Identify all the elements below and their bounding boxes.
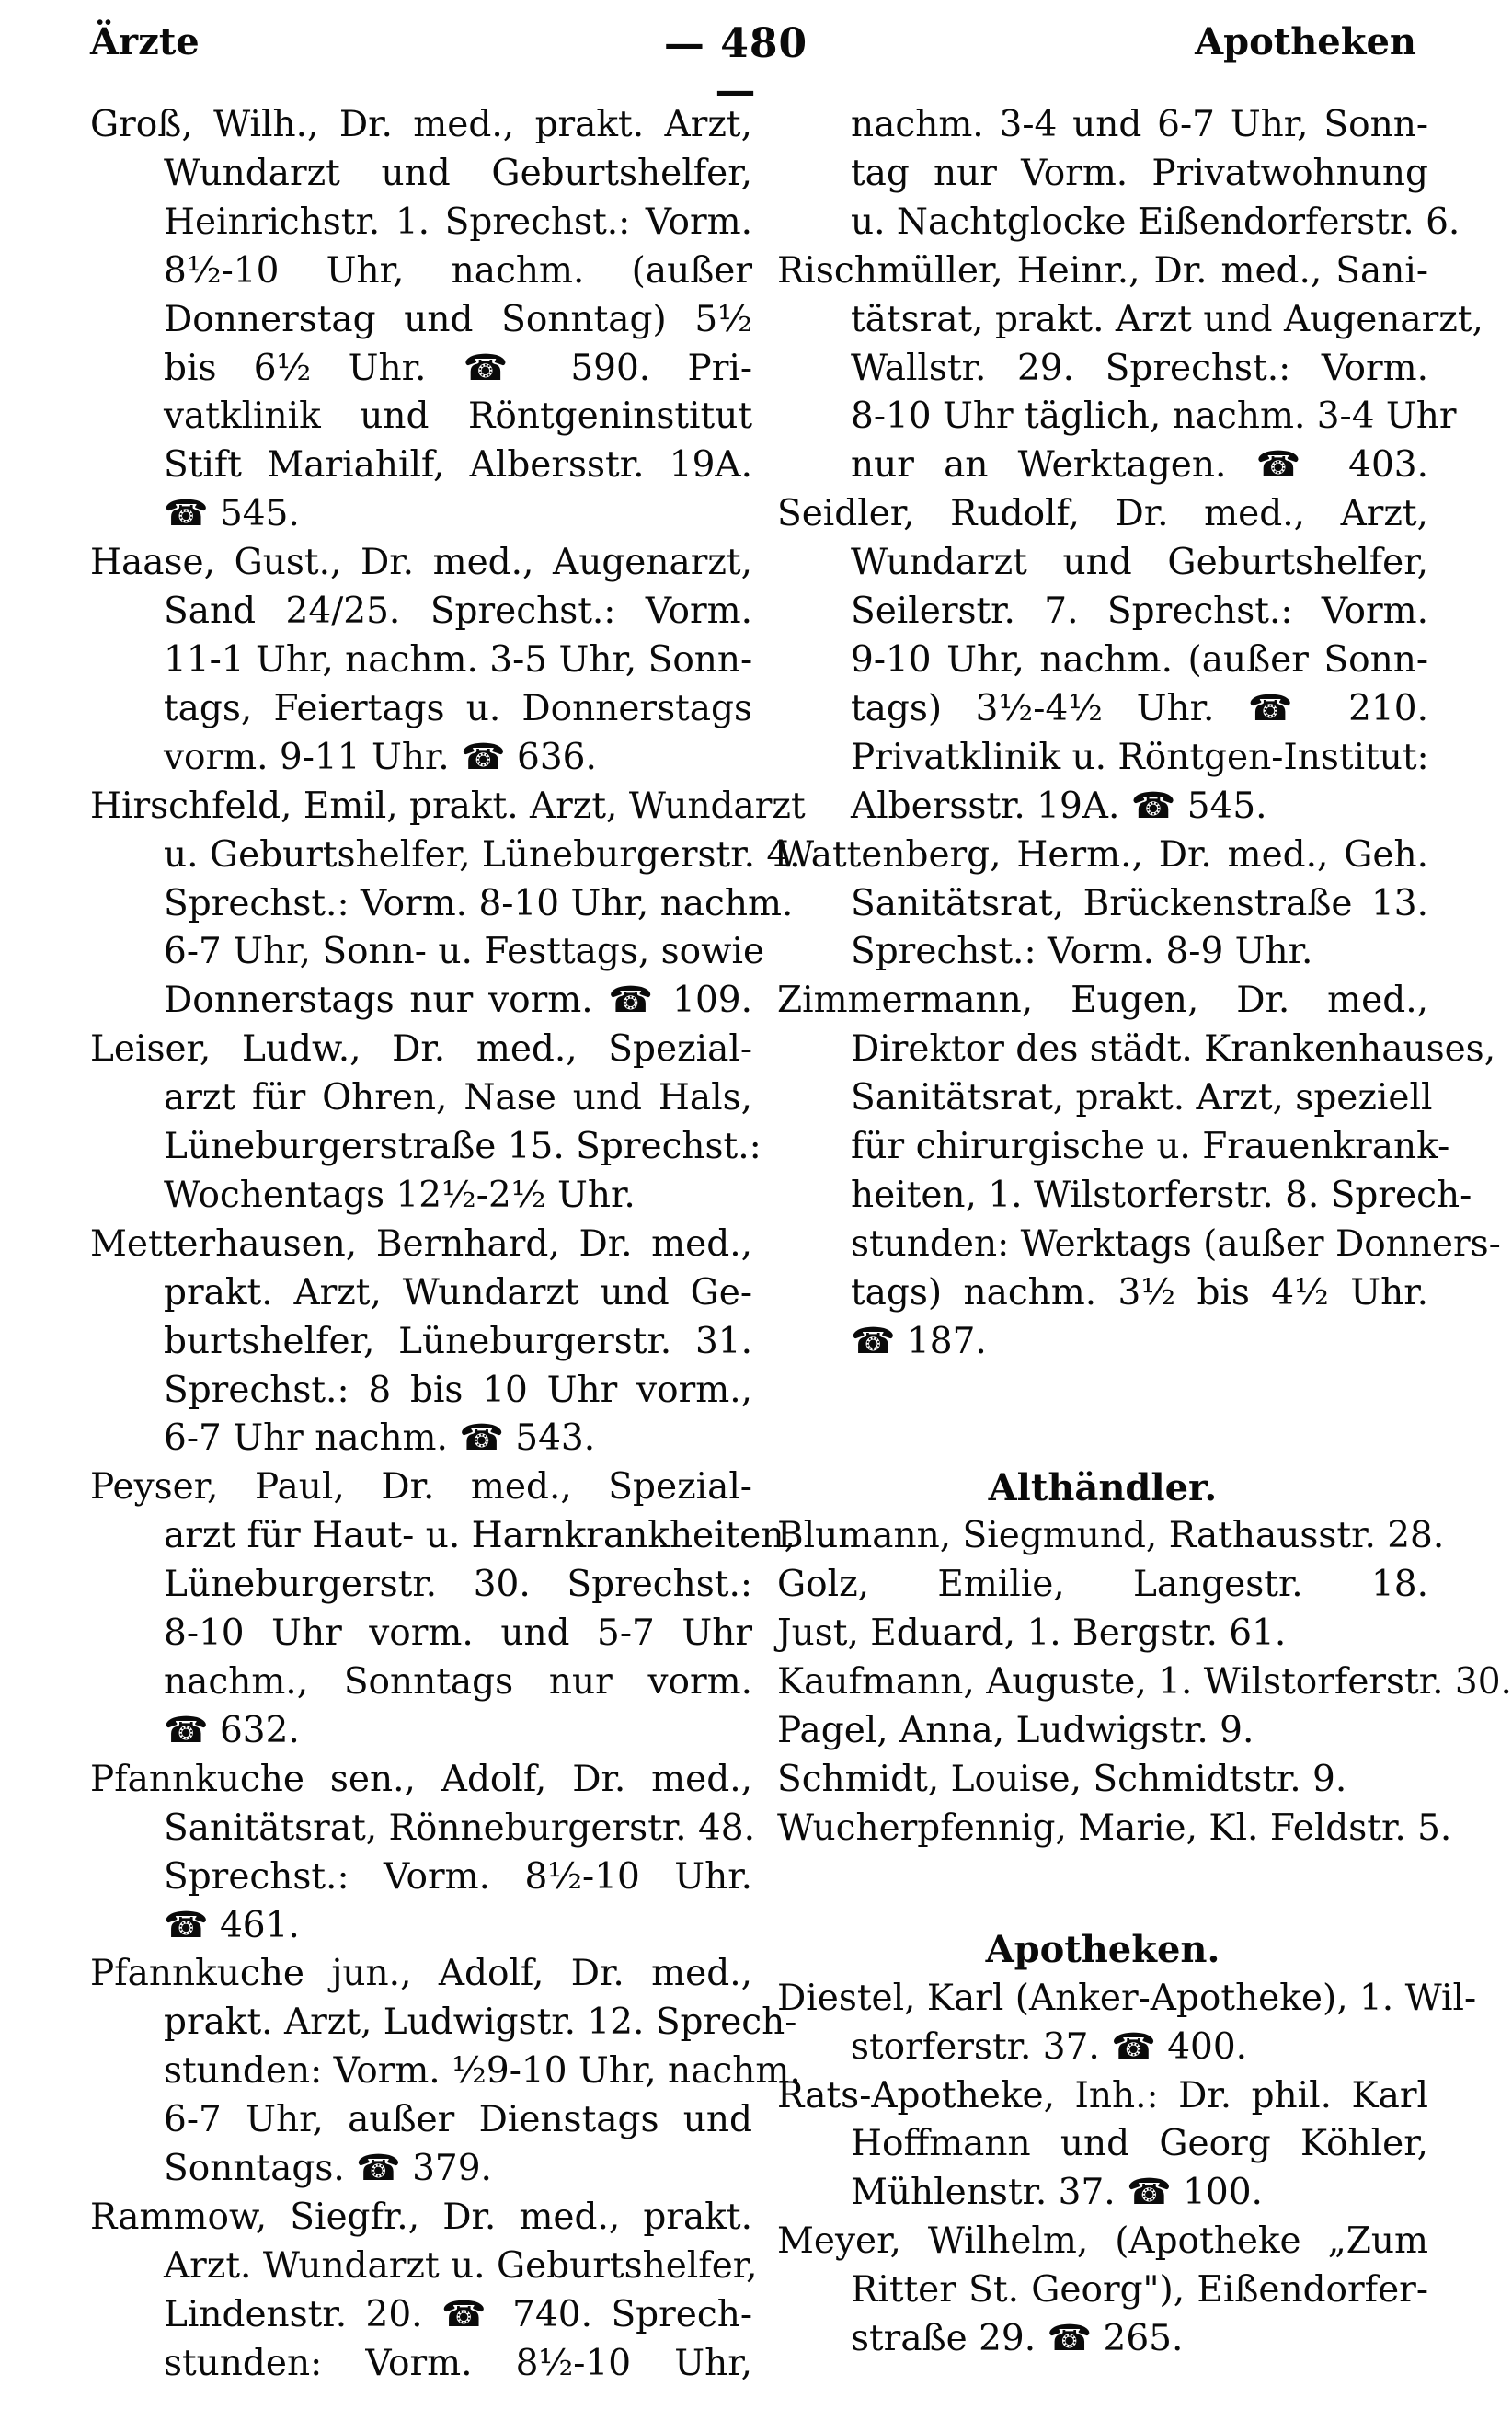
entry-line: Groß, Wilh., Dr. med., prakt. Arzt, xyxy=(90,104,752,145)
entry-line: nachm. 3-4 und 6-7 Uhr, Sonn- xyxy=(851,104,1428,145)
entry-line: ☎ 545. xyxy=(164,493,300,535)
entry-line: Sanitätsrat, Rönneburgerstr. 48. xyxy=(164,1807,755,1849)
entry-line: Wallstr. 29. Sprechst.: Vorm. xyxy=(851,347,1428,389)
entry-line: Sprechst.: 8 bis 10 Uhr vorm., xyxy=(164,1369,752,1411)
section-apotheken xyxy=(777,1926,1477,2364)
entry-line: 9-10 Uhr, nachm. (außer Sonn- xyxy=(851,638,1428,681)
entry-line: tags) 3½-4½ Uhr. ☎ 210. xyxy=(851,687,1428,729)
entry-line: Donnerstags nur vorm. ☎ 109. xyxy=(164,980,752,1022)
entry-line: nachm., Sonntags nur vorm. xyxy=(164,1661,752,1703)
list-item: Golz, Emilie, Langestr. 18. xyxy=(777,1564,1428,1606)
section-althaendler xyxy=(777,1464,1512,1853)
entry-line: Albersstr. 19A. ☎ 545. xyxy=(851,785,1267,827)
entry-line: Stift Mariahilf, Albersstr. 19A. xyxy=(164,444,752,487)
entry-line: Wundarzt und Geburtshelfer, xyxy=(851,542,1428,584)
entry-line: Hoffmann und Georg Köhler, xyxy=(851,2123,1428,2165)
entry-line: 6-7 Uhr nachm. ☎ 543. xyxy=(164,1417,596,1460)
entry-line: prakt. Arzt, Wundarzt und Ge- xyxy=(164,1271,752,1313)
entry-line: Mühlenstr. 37. ☎ 100. xyxy=(851,2172,1263,2214)
entry-line: u. Geburtshelfer, Lüneburgerstr. 4. xyxy=(164,833,801,876)
entry-line: ☎ 187. xyxy=(851,1320,987,1362)
list-item: Wucherpfennig, Marie, Kl. Feldstr. 5. xyxy=(777,1807,1452,1849)
entry-line: Seilerstr. 7. Sprechst.: Vorm. xyxy=(851,591,1428,633)
entry-hirschfeld xyxy=(90,783,806,1027)
entry-line: ☎ 632. xyxy=(164,1709,300,1751)
entry-line: vatklinik und Röntgeninstitut xyxy=(164,396,752,438)
entry-wattenberg xyxy=(777,832,1428,978)
entry-line: heiten, 1. Wilstorferstr. 8. Sprech- xyxy=(851,1174,1472,1216)
entry-line: Wochentags 12½-2½ Uhr. xyxy=(164,1174,636,1216)
entry-line: Wattenberg, Herm., Dr. med., Geh. xyxy=(777,833,1428,876)
entry-line: tätsrat, prakt. Arzt und Augenarzt, xyxy=(851,298,1483,340)
entry-line: Sprechst.: Vorm. 8½-10 Uhr. xyxy=(164,1855,752,1898)
list-item: Pagel, Anna, Ludwigstr. 9. xyxy=(777,1710,1254,1752)
entry-line: Ritter St. Georg"), Eißendorfer- xyxy=(851,2269,1428,2311)
entry-line: Zimmermann, Eugen, Dr. med., xyxy=(777,980,1428,1022)
entry-line: Direktor des städt. Krankenhauses, xyxy=(851,1028,1496,1071)
list-item: Blumann, Siegmund, Rathausstr. 28. xyxy=(777,1515,1445,1557)
entry-line: vorm. 9-11 Uhr. ☎ 636. xyxy=(164,736,597,778)
entry-rammow-continued xyxy=(777,101,1460,247)
section-title-apotheken: Apotheken. xyxy=(985,1927,1220,1971)
entry-line: 8½-10 Uhr, nachm. (außer xyxy=(164,249,752,292)
entry-line: Rischmüller, Heinr., Dr. med., Sani- xyxy=(777,249,1428,292)
entry-line: arzt für Haut- u. Harnkrankheiten, xyxy=(164,1515,796,1557)
list-item: Just, Eduard, 1. Bergstr. 61. xyxy=(777,1612,1287,1655)
entry-line: Wundarzt und Geburtshelfer, xyxy=(164,152,752,194)
entry-diestel xyxy=(777,1975,1477,2072)
entry-line: tag nur Vorm. Privatwohnung xyxy=(851,152,1428,194)
section-title-althaendler: Althändler. xyxy=(988,1465,1218,1509)
entry-line: ☎ 461. xyxy=(164,1904,300,1946)
entry-zimmermann xyxy=(777,977,1501,1366)
entry-rischmueller xyxy=(777,247,1483,491)
entry-line: 11-1 Uhr, nachm. 3-5 Uhr, Sonn- xyxy=(164,638,753,681)
entry-line: tags, Feiertags u. Donnerstags xyxy=(164,687,752,729)
entry-line: nur an Werktagen. ☎ 403. xyxy=(851,444,1428,487)
entry-line: Lüneburgerstraße 15. Sprechst.: xyxy=(164,1126,762,1168)
entry-line: stunden: Vorm. ½9-10 Uhr, nachm. xyxy=(164,2050,801,2093)
entry-line: straße 29. ☎ 265. xyxy=(851,2318,1184,2360)
entry-line: Privatklinik u. Röntgen-Institut: xyxy=(851,736,1429,778)
entry-line: prakt. Arzt, Ludwigstr. 12. Sprech- xyxy=(164,2002,797,2044)
entry-line: stunden: Werktags (außer Donners- xyxy=(851,1222,1501,1265)
entry-gross xyxy=(90,101,752,539)
list-item: Kaufmann, Auguste, 1. Wilstorferstr. 30. xyxy=(777,1661,1512,1704)
entry-line: Arzt. Wundarzt u. Geburtshelfer, xyxy=(164,2244,758,2287)
entry-line: 8-10 Uhr vorm. und 5-7 Uhr xyxy=(164,1612,752,1655)
entry-line: bis 6½ Uhr. ☎ 590. Pri- xyxy=(164,347,752,389)
entry-line: Haase, Gust., Dr. med., Augenarzt, xyxy=(90,542,752,584)
entry-haase xyxy=(90,539,752,783)
entry-line: Sonntags. ☎ 379. xyxy=(164,2148,492,2190)
entry-line: Pfannkuche sen., Adolf, Dr. med., xyxy=(90,1758,752,1800)
entry-line: 8-10 Uhr täglich, nachm. 3-4 Uhr xyxy=(851,396,1457,438)
list-item: Schmidt, Louise, Schmidtstr. 9. xyxy=(777,1759,1347,1800)
entry-pfannkuche-jun xyxy=(90,1950,801,2194)
entry-rammow xyxy=(90,2194,758,2389)
entry-line: storferstr. 37. ☎ 400. xyxy=(851,2025,1248,2068)
entry-line: Sand 24/25. Sprechst.: Vorm. xyxy=(164,591,752,633)
entry-line: Sanitätsrat, prakt. Arzt, speziell xyxy=(851,1077,1433,1119)
entry-pfannkuche-sen xyxy=(90,1756,755,1951)
entry-line: Meyer, Wilhelm, (Apotheke „Zum xyxy=(777,2220,1428,2263)
entry-line: Leiser, Ludw., Dr. med., Spezial- xyxy=(90,1028,752,1071)
entry-line: Sprechst.: Vorm. 8-10 Uhr, nachm. xyxy=(164,882,794,924)
entry-line: u. Nachtglocke Eißendorferstr. 6. xyxy=(851,201,1460,243)
entry-rats-apotheke xyxy=(777,2072,1428,2219)
running-header-right: Apotheken xyxy=(1195,20,1416,63)
entry-line: tags) nachm. 3½ bis 4½ Uhr. xyxy=(851,1271,1428,1313)
entry-seidler xyxy=(777,490,1428,831)
entry-line: Sprechst.: Vorm. 8-9 Uhr. xyxy=(851,931,1313,973)
running-header-left: Ärzte xyxy=(90,20,200,63)
entry-line: Lindenstr. 20. ☎ 740. Sprech- xyxy=(164,2293,752,2335)
entry-peyser xyxy=(90,1463,796,1755)
entry-line: Hirschfeld, Emil, prakt. Arzt, Wundarzt xyxy=(90,785,806,827)
entry-line: Pfannkuche jun., Adolf, Dr. med., xyxy=(90,1953,752,1995)
entry-line: Sanitätsrat, Brückenstraße 13. xyxy=(851,882,1428,924)
entry-line: Heinrichstr. 1. Sprechst.: Vorm. xyxy=(164,201,752,243)
entry-meyer xyxy=(777,2218,1428,2364)
right-column xyxy=(777,101,1512,2364)
entry-metterhausen xyxy=(90,1221,752,1464)
entry-line: 6-7 Uhr, außer Dienstags und xyxy=(164,2099,752,2141)
entry-line: Peyser, Paul, Dr. med., Spezial- xyxy=(90,1466,752,1508)
entry-line: Donnerstag und Sonntag) 5½ xyxy=(164,298,752,340)
entry-line: Lüneburgerstr. 30. Sprechst.: xyxy=(164,1564,752,1606)
entry-line: Rats-Apotheke, Inh.: Dr. phil. Karl xyxy=(777,2074,1428,2116)
section-spacer xyxy=(777,1367,1428,1464)
entry-line: arzt für Ohren, Nase und Hals, xyxy=(164,1077,752,1119)
entry-line: Seidler, Rudolf, Dr. med., Arzt, xyxy=(777,493,1428,535)
entry-line: Diestel, Karl (Anker-Apotheke), 1. Wil- xyxy=(777,1977,1477,2019)
entry-line: burtshelfer, Lüneburgerstr. 31. xyxy=(164,1320,752,1362)
entry-line: stunden: Vorm. 8½-10 Uhr, xyxy=(164,2342,752,2384)
left-column xyxy=(90,101,806,2389)
entry-line: Metterhausen, Bernhard, Dr. med., xyxy=(90,1222,752,1265)
entry-line: für chirurgische u. Frauenkrank- xyxy=(851,1126,1450,1168)
entry-line: Rammow, Siegfr., Dr. med., prakt. xyxy=(90,2196,752,2238)
entry-leiser xyxy=(90,1026,762,1221)
entry-line: 6-7 Uhr, Sonn- u. Festtags, sowie xyxy=(164,931,765,973)
page-number: — 480 — xyxy=(663,20,808,114)
section-spacer xyxy=(777,1853,1428,1926)
